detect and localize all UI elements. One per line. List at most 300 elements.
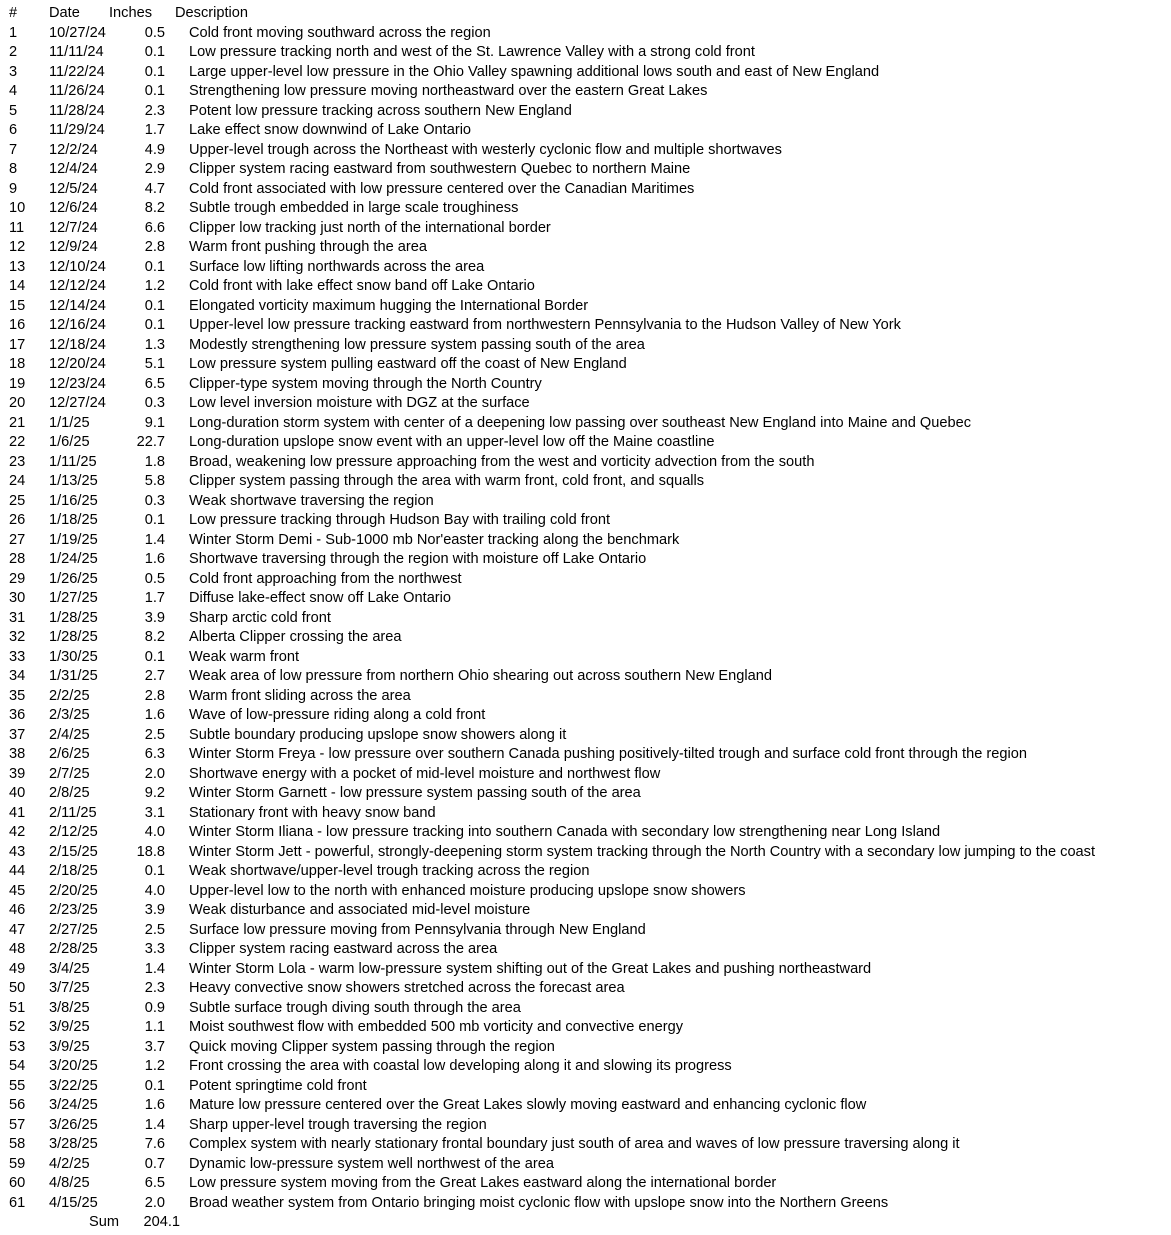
table-row xyxy=(0,238,1095,258)
row-inches: 2.0 xyxy=(144,1194,165,1211)
row-inches: 1.8 xyxy=(144,453,165,470)
row-description: Sharp arctic cold front xyxy=(189,609,331,626)
row-description: Low pressure system moving from the Great Lakes eastward along the international border xyxy=(189,1175,777,1191)
row-number: 44 xyxy=(9,863,26,879)
row-inches: 8.2 xyxy=(144,200,165,216)
table-row xyxy=(0,180,1095,200)
row-inches: 18.8 xyxy=(136,843,165,860)
row-description: Cold front approaching from the northwest xyxy=(189,570,462,587)
row-date: 2/27/25 xyxy=(49,921,98,938)
row-number: 19 xyxy=(9,375,26,392)
table-row xyxy=(0,823,1095,843)
row-number: 52 xyxy=(9,1019,26,1035)
row-date: 12/2/24 xyxy=(49,141,98,158)
row-inches: 6.6 xyxy=(144,219,165,236)
row-description: Wave of low-pressure riding along a cold front xyxy=(189,707,486,723)
row-description: Weak shortwave traversing the region xyxy=(189,492,434,509)
table-row xyxy=(0,1116,1095,1136)
row-description: Weak area of low pressure from northern Ohio shearing out across southern New England xyxy=(189,668,772,684)
row-date: 3/8/25 xyxy=(49,999,90,1016)
row-number: 13 xyxy=(9,258,26,275)
row-description: Sharp upper-level trough traversing the region xyxy=(189,1116,487,1133)
table-row xyxy=(0,43,1095,63)
row-description: Low pressure tracking through Hudson Bay with trailing cold front xyxy=(189,512,611,528)
table-row xyxy=(0,804,1095,824)
row-inches: 0.1 xyxy=(144,63,165,80)
row-description: Complex system with nearly stationary frontal boundary just south of area and waves of low pressure traversing along it xyxy=(189,1136,960,1152)
row-description: Potent springtime cold front xyxy=(189,1077,367,1094)
table-row xyxy=(0,1057,1095,1077)
row-date: 1/1/25 xyxy=(49,414,90,431)
table-row xyxy=(0,297,1095,317)
row-date: 2/28/25 xyxy=(49,941,98,957)
row-date: 12/9/24 xyxy=(49,239,98,255)
table-row xyxy=(0,667,1095,687)
row-date: 2/4/25 xyxy=(49,726,90,743)
table-row xyxy=(0,765,1095,785)
table-row xyxy=(0,960,1095,980)
row-inches: 0.5 xyxy=(144,24,165,41)
table-body xyxy=(0,24,1095,1214)
row-inches: 1.2 xyxy=(144,1058,165,1074)
row-date: 2/11/25 xyxy=(49,804,97,821)
header-num: # xyxy=(9,5,18,21)
row-description: Clipper low tracking just north of the international border xyxy=(189,219,551,236)
row-number: 36 xyxy=(9,707,26,723)
row-inches: 2.7 xyxy=(144,668,165,684)
row-description: Elongated vorticity maximum hugging the International Border xyxy=(189,297,589,314)
row-description: Subtle boundary producing upslope snow showers along it xyxy=(189,726,567,743)
row-inches: 3.9 xyxy=(144,902,165,918)
row-description: Clipper system racing eastward from southwestern Quebec to northern Maine xyxy=(189,161,691,177)
row-number: 60 xyxy=(9,1175,26,1191)
table-row xyxy=(0,531,1095,551)
row-number: 11 xyxy=(9,219,25,236)
row-description: Shortwave energy with a pocket of mid-level moisture and northwest flow xyxy=(189,765,661,782)
table-row xyxy=(0,160,1095,180)
row-date: 1/24/25 xyxy=(49,551,98,567)
table-row xyxy=(0,609,1095,629)
row-number: 38 xyxy=(9,746,26,762)
snowfall-table xyxy=(0,4,1095,1233)
row-number: 29 xyxy=(9,570,26,587)
row-description: Long-duration upslope snow event with an upper-level low off the Maine coastline xyxy=(189,434,715,450)
row-description: Moist southwest flow with embedded 500 mb vorticity and convective energy xyxy=(189,1019,683,1035)
row-description: Long-duration storm system with center of a deepening low passing over southeast New England into Maine and Quebec xyxy=(189,414,972,431)
row-number: 17 xyxy=(9,336,26,353)
row-number: 3 xyxy=(9,63,18,80)
row-inches: 0.1 xyxy=(144,44,165,60)
row-description: Surface low pressure moving from Pennsylvania through New England xyxy=(189,921,646,938)
row-date: 3/9/25 xyxy=(49,1038,90,1055)
row-description: Weak warm front xyxy=(189,648,300,665)
row-description: Weak shortwave/upper-level trough tracking across the region xyxy=(189,863,590,879)
row-date: 3/9/25 xyxy=(49,1019,90,1035)
row-date: 1/18/25 xyxy=(49,512,98,528)
row-number: 58 xyxy=(9,1136,26,1152)
row-number: 41 xyxy=(9,804,26,821)
row-number: 21 xyxy=(9,414,26,431)
row-description: Cold front associated with low pressure centered over the Canadian Maritimes xyxy=(189,180,695,197)
table-row xyxy=(0,1155,1095,1175)
row-description: Winter Storm Iliana - low pressure tracking into southern Canada with secondary low strengthening near Long Island xyxy=(189,824,941,840)
table-row xyxy=(0,219,1095,239)
row-inches: 2.8 xyxy=(144,239,165,255)
row-inches: 0.1 xyxy=(144,317,165,333)
row-number: 48 xyxy=(9,941,26,957)
row-description: Winter Storm Lola - warm low-pressure system shifting out of the Great Lakes and pushing northeastward xyxy=(189,960,872,977)
table-row xyxy=(0,258,1095,278)
row-description: Large upper-level low pressure in the Ohio Valley spawning additional lows south and east of New England xyxy=(189,63,880,80)
row-date: 2/6/25 xyxy=(49,746,90,762)
row-date: 3/22/25 xyxy=(49,1077,98,1094)
row-number: 20 xyxy=(9,395,26,411)
row-date: 3/28/25 xyxy=(49,1136,98,1152)
table-row xyxy=(0,979,1095,999)
row-inches: 4.0 xyxy=(144,882,165,899)
row-date: 12/14/24 xyxy=(49,297,106,314)
table-row xyxy=(0,550,1095,570)
table-row xyxy=(0,82,1095,102)
table-row xyxy=(0,121,1095,141)
row-inches: 1.4 xyxy=(144,1116,165,1133)
row-inches: 0.1 xyxy=(144,512,165,528)
table-row xyxy=(0,570,1095,590)
table-row xyxy=(0,433,1095,453)
row-date: 2/3/25 xyxy=(49,707,90,723)
table-row xyxy=(0,355,1095,375)
row-description: Cold front moving southward across the region xyxy=(189,24,491,41)
row-description: Broad weather system from Ontario bringing moist cyclonic flow with upslope snow into the Northern Greens xyxy=(189,1194,889,1211)
table-row xyxy=(0,687,1095,707)
row-number: 23 xyxy=(9,453,26,470)
row-number: 28 xyxy=(9,551,26,567)
row-date: 12/6/24 xyxy=(49,200,98,216)
table-row xyxy=(0,1194,1095,1214)
row-description: Winter Storm Freya - low pressure over southern Canada pushing positively-tilted trough and surface cold front through the region xyxy=(189,746,1027,762)
row-inches: 1.6 xyxy=(144,1097,165,1113)
row-inches: 0.3 xyxy=(144,492,165,509)
row-date: 2/18/25 xyxy=(49,863,98,879)
table-row xyxy=(0,745,1095,765)
row-date: 11/29/24 xyxy=(49,122,105,138)
table-row xyxy=(0,277,1095,297)
table-row xyxy=(0,706,1095,726)
header-date: Date xyxy=(49,5,80,21)
row-number: 57 xyxy=(9,1116,26,1133)
row-number: 40 xyxy=(9,785,26,801)
table-row xyxy=(0,940,1095,960)
row-number: 42 xyxy=(9,824,26,840)
row-description: Winter Storm Demi - Sub-1000 mb Nor'easter tracking along the benchmark xyxy=(189,531,680,548)
row-date: 2/12/25 xyxy=(49,824,98,840)
row-number: 10 xyxy=(9,200,26,216)
row-number: 49 xyxy=(9,960,26,977)
row-inches: 0.3 xyxy=(144,395,165,411)
row-number: 47 xyxy=(9,921,26,938)
table-row xyxy=(0,453,1095,473)
row-date: 10/27/24 xyxy=(49,24,106,41)
table-row xyxy=(0,199,1095,219)
row-date: 2/7/25 xyxy=(49,765,90,782)
row-description: Upper-level low to the north with enhanced moisture producing upslope snow showers xyxy=(189,882,746,899)
row-date: 1/6/25 xyxy=(49,434,90,450)
row-inches: 0.1 xyxy=(144,1077,165,1094)
row-inches: 3.3 xyxy=(144,941,165,957)
row-date: 12/20/24 xyxy=(49,356,106,372)
table-row xyxy=(0,511,1095,531)
row-description: Modestly strengthening low pressure system passing south of the area xyxy=(189,336,645,353)
row-number: 54 xyxy=(9,1058,26,1074)
row-inches: 1.4 xyxy=(144,960,165,977)
table-row xyxy=(0,648,1095,668)
row-number: 43 xyxy=(9,843,26,860)
row-number: 9 xyxy=(9,180,18,197)
row-inches: 1.3 xyxy=(144,336,165,353)
row-inches: 4.9 xyxy=(144,141,165,158)
row-inches: 4.7 xyxy=(144,180,165,197)
row-date: 3/7/25 xyxy=(49,980,90,996)
row-date: 12/27/24 xyxy=(49,395,106,411)
table-row xyxy=(0,1096,1095,1116)
row-inches: 0.1 xyxy=(144,863,165,879)
row-date: 4/15/25 xyxy=(49,1194,98,1211)
row-description: Quick moving Clipper system passing through the region xyxy=(189,1038,555,1055)
row-description: Weak disturbance and associated mid-level moisture xyxy=(189,902,531,918)
table-row xyxy=(0,63,1095,83)
row-description: Low pressure tracking north and west of the St. Lawrence Valley with a strong cold front xyxy=(189,44,755,60)
table-row xyxy=(0,921,1095,941)
row-date: 12/18/24 xyxy=(49,336,106,353)
row-description: Surface low lifting northwards across the area xyxy=(189,258,485,275)
row-inches: 4.0 xyxy=(144,824,165,840)
row-date: 12/4/24 xyxy=(49,161,98,177)
row-date: 1/27/25 xyxy=(49,590,98,606)
sum-value: 204.1 xyxy=(143,1214,180,1230)
row-number: 5 xyxy=(9,102,18,119)
row-date: 11/26/24 xyxy=(49,83,105,99)
row-number: 53 xyxy=(9,1038,26,1055)
row-inches: 22.7 xyxy=(136,434,165,450)
row-date: 3/24/25 xyxy=(49,1097,98,1113)
row-number: 8 xyxy=(9,161,18,177)
table-row xyxy=(0,472,1095,492)
row-description: Warm front pushing through the area xyxy=(189,239,427,255)
row-number: 59 xyxy=(9,1155,26,1172)
row-inches: 1.2 xyxy=(144,278,165,294)
row-inches: 0.1 xyxy=(144,648,165,665)
row-inches: 0.9 xyxy=(144,999,165,1016)
table-row xyxy=(0,999,1095,1019)
row-number: 33 xyxy=(9,648,26,665)
row-date: 1/30/25 xyxy=(49,648,98,665)
row-inches: 2.5 xyxy=(144,921,165,938)
row-inches: 9.1 xyxy=(144,414,165,431)
row-date: 11/28/24 xyxy=(49,102,105,119)
row-inches: 1.7 xyxy=(144,590,165,606)
row-inches: 7.6 xyxy=(144,1136,165,1152)
row-date: 3/4/25 xyxy=(49,960,90,977)
row-inches: 2.0 xyxy=(144,765,165,782)
row-number: 27 xyxy=(9,531,26,548)
row-date: 1/19/25 xyxy=(49,531,98,548)
row-description: Heavy convective snow showers stretched across the forecast area xyxy=(189,980,625,996)
row-date: 3/20/25 xyxy=(49,1058,98,1074)
row-description: Winter Storm Garnett - low pressure system passing south of the area xyxy=(189,785,641,801)
row-description: Broad, weakening low pressure approaching from the west and vorticity advection from the south xyxy=(189,453,815,470)
table-row xyxy=(0,102,1095,122)
row-description: Front crossing the area with coastal low developing along it and slowing its progress xyxy=(189,1058,732,1074)
table-row xyxy=(0,336,1095,356)
row-number: 34 xyxy=(9,668,26,684)
row-number: 45 xyxy=(9,882,26,899)
row-number: 26 xyxy=(9,512,26,528)
row-number: 12 xyxy=(9,239,26,255)
row-date: 4/2/25 xyxy=(49,1155,90,1172)
table-row xyxy=(0,375,1095,395)
table-row xyxy=(0,1038,1095,1058)
row-description: Warm front sliding across the area xyxy=(189,687,411,704)
row-date: 2/20/25 xyxy=(49,882,98,899)
row-inches: 0.1 xyxy=(144,258,165,275)
row-date: 2/8/25 xyxy=(49,785,90,801)
row-number: 46 xyxy=(9,902,26,918)
row-date: 1/26/25 xyxy=(49,570,98,587)
row-number: 24 xyxy=(9,473,26,489)
header-description: Description xyxy=(175,5,248,21)
table-row xyxy=(0,414,1095,434)
table-row xyxy=(0,24,1095,44)
row-inches: 6.3 xyxy=(144,746,165,762)
row-number: 15 xyxy=(9,297,26,314)
row-number: 35 xyxy=(9,687,26,704)
row-inches: 0.7 xyxy=(144,1155,165,1172)
table-row xyxy=(0,1018,1095,1038)
row-number: 51 xyxy=(9,999,26,1016)
row-number: 2 xyxy=(9,44,18,60)
row-description: Clipper-type system moving through the North Country xyxy=(189,375,542,392)
table-row xyxy=(0,589,1095,609)
table-row xyxy=(0,1174,1095,1194)
row-inches: 9.2 xyxy=(144,785,165,801)
row-number: 31 xyxy=(9,609,26,626)
row-description: Low pressure system pulling eastward off the coast of New England xyxy=(189,356,627,372)
row-description: Dynamic low-pressure system well northwest of the area xyxy=(189,1155,554,1172)
table-row xyxy=(0,1077,1095,1097)
row-number: 14 xyxy=(9,278,26,294)
row-description: Diffuse lake-effect snow off Lake Ontario xyxy=(189,590,452,606)
row-inches: 0.5 xyxy=(144,570,165,587)
row-description: Mature low pressure centered over the Great Lakes slowly moving eastward and enhancing cyclonic flow xyxy=(189,1097,867,1113)
row-date: 11/11/24 xyxy=(49,44,104,60)
row-inches: 3.1 xyxy=(144,804,165,821)
table-row xyxy=(0,316,1095,336)
row-number: 56 xyxy=(9,1097,26,1113)
table-row xyxy=(0,1135,1095,1155)
row-date: 2/15/25 xyxy=(49,843,98,860)
row-inches: 0.1 xyxy=(144,297,165,314)
header-inches: Inches xyxy=(109,5,152,21)
table-row xyxy=(0,726,1095,746)
row-number: 55 xyxy=(9,1077,26,1094)
row-description: Strengthening low pressure moving northeastward over the eastern Great Lakes xyxy=(189,83,708,99)
row-description: Upper-level low pressure tracking eastward from northwestern Pennsylvania to the Hudson Valley of New York xyxy=(189,317,901,333)
table-row xyxy=(0,628,1095,648)
row-inches: 2.9 xyxy=(144,161,165,177)
row-number: 7 xyxy=(9,141,18,158)
row-date: 3/26/25 xyxy=(49,1116,98,1133)
row-description: Winter Storm Jett - powerful, strongly-deepening storm system tracking through the North Country with a secondary low jumping to the coast xyxy=(189,843,1096,860)
sum-row xyxy=(0,1213,1095,1233)
row-number: 18 xyxy=(9,356,26,372)
table-row xyxy=(0,882,1095,902)
row-date: 12/10/24 xyxy=(49,258,106,275)
sum-label: Sum xyxy=(88,1214,119,1230)
header-row xyxy=(0,4,1095,24)
table-row xyxy=(0,862,1095,882)
row-date: 12/7/24 xyxy=(49,219,98,236)
row-number: 4 xyxy=(9,83,18,99)
row-inches: 2.3 xyxy=(144,102,165,119)
row-number: 1 xyxy=(9,24,18,41)
row-number: 30 xyxy=(9,590,26,606)
row-description: Clipper system passing through the area with warm front, cold front, and squalls xyxy=(189,473,705,489)
row-description: Lake effect snow downwind of Lake Ontario xyxy=(189,122,472,138)
row-number: 61 xyxy=(9,1194,26,1211)
row-number: 25 xyxy=(9,492,26,509)
row-inches: 1.1 xyxy=(144,1019,165,1035)
row-date: 12/23/24 xyxy=(49,375,106,392)
row-inches: 0.1 xyxy=(144,83,165,99)
row-inches: 2.5 xyxy=(144,726,165,743)
row-description: Cold front with lake effect snow band off Lake Ontario xyxy=(189,278,535,294)
row-inches: 2.3 xyxy=(144,980,165,996)
row-date: 12/12/24 xyxy=(49,278,106,294)
row-inches: 3.9 xyxy=(144,609,165,626)
row-date: 1/13/25 xyxy=(49,473,98,489)
row-date: 12/5/24 xyxy=(49,180,98,197)
table-row xyxy=(0,394,1095,414)
row-inches: 1.6 xyxy=(144,551,165,567)
row-date: 1/11/25 xyxy=(49,453,97,470)
row-date: 1/28/25 xyxy=(49,609,98,626)
row-number: 16 xyxy=(9,317,26,333)
row-number: 32 xyxy=(9,629,26,645)
row-description: Clipper system racing eastward across the area xyxy=(189,941,498,957)
row-description: Stationary front with heavy snow band xyxy=(189,804,436,821)
row-number: 39 xyxy=(9,765,26,782)
row-description: Subtle surface trough diving south through the area xyxy=(189,999,521,1016)
row-date: 1/28/25 xyxy=(49,629,98,645)
row-number: 6 xyxy=(9,122,18,138)
row-inches: 1.7 xyxy=(144,122,165,138)
table-row xyxy=(0,843,1095,863)
row-description: Potent low pressure tracking across southern New England xyxy=(189,102,572,119)
table-row xyxy=(0,492,1095,512)
row-date: 1/16/25 xyxy=(49,492,98,509)
row-inches: 1.4 xyxy=(144,531,165,548)
row-inches: 8.2 xyxy=(144,629,165,645)
row-inches: 3.7 xyxy=(144,1038,165,1055)
row-inches: 2.8 xyxy=(144,687,165,704)
row-date: 2/23/25 xyxy=(49,902,98,918)
row-date: 1/31/25 xyxy=(49,668,98,684)
row-inches: 6.5 xyxy=(144,375,165,392)
row-number: 50 xyxy=(9,980,26,996)
row-description: Shortwave traversing through the region with moisture off Lake Ontario xyxy=(189,551,647,567)
row-description: Subtle trough embedded in large scale troughiness xyxy=(189,200,519,216)
row-date: 4/8/25 xyxy=(49,1175,90,1191)
